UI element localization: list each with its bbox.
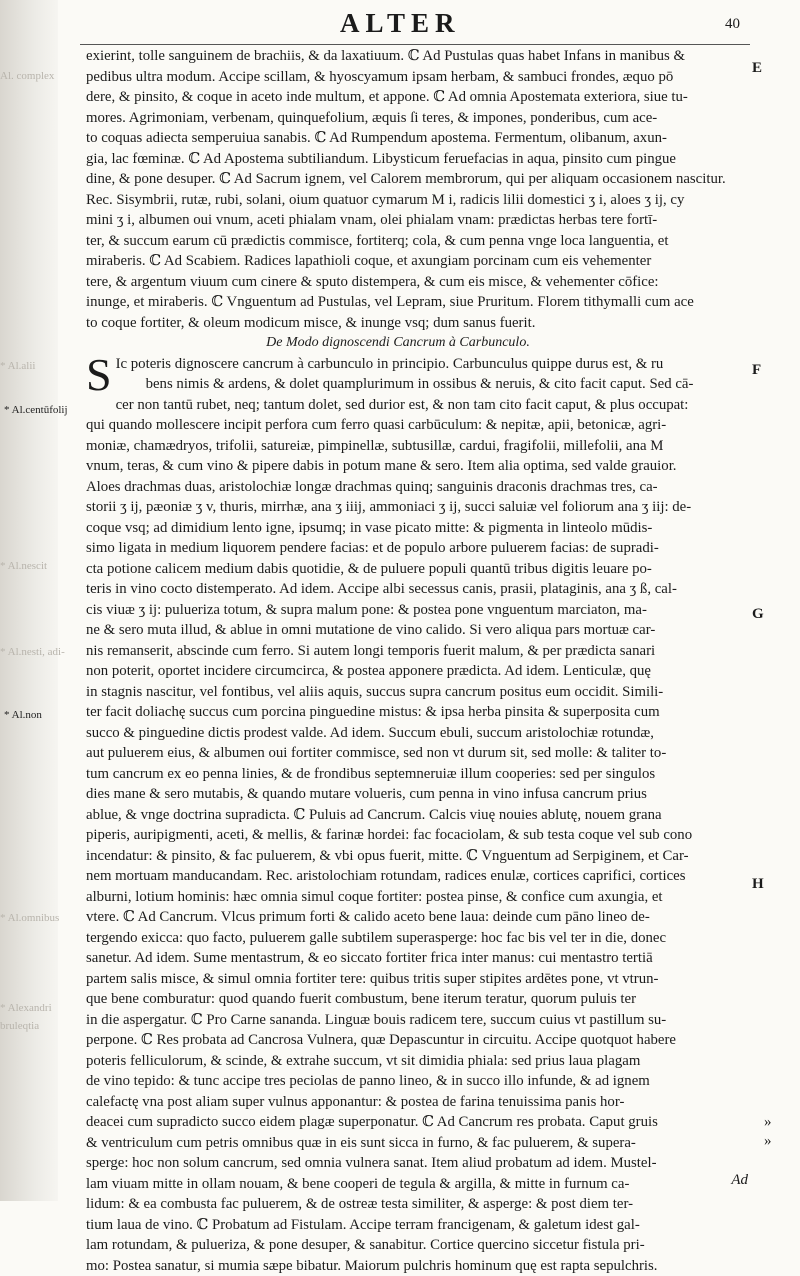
text-line: cer non tantū rubet, neq; tantum dolet, sed durior est, & non tam cito facit caput, & plus occupat: bbox=[116, 395, 750, 416]
text-line: calefactę vna post aliam super vulnus apponantur: & postea de farina tenuissima panis hor- bbox=[86, 1092, 750, 1113]
text-line: Rec. Sisymbrii, rutæ, rubi, solani, oium quatuor cymarum M i, radicis lilii domestici ʒ i, aloes ʒ ij, cy bbox=[86, 190, 750, 211]
text-line-content: Ic poteris dignoscere cancrum à carbunculo in principio. Carbunculus quippe durus est, & ru bbox=[116, 356, 664, 372]
text-line: lidum: & ea combusta fac puluerem, & de ostreæ testa similiter, & asperge: & post diem ter- bbox=[86, 1194, 750, 1215]
header-rule bbox=[80, 44, 750, 45]
text-line: aut puluerem eius, & albumen oui fortiter commisce, sed non vt durum sit, sed molle: & taliter to- bbox=[86, 743, 750, 764]
text-line: gia, lac fœminæ. ℂ Ad Apostema subtiliandum. Libysticum feruefacias in aqua, pinsito cum pingue bbox=[86, 149, 750, 170]
text-line: simo ligata in medium liquorem pendere facias: et de populo arbore puluerem facias: de supradi- bbox=[86, 538, 750, 559]
text-line: mo: Postea sanatur, si mumia sæpe bibatur. Maiorum pulchris hominum quę est rapta sepulchris. bbox=[86, 1256, 750, 1276]
section-letter-e: E bbox=[752, 60, 762, 77]
ghost-margin-note: * Alexandri bbox=[0, 1002, 52, 1014]
text-line: moniæ, chamædryos, trifolii, satureiæ, pimpinellæ, subtusillæ, cardui, fragifolii, millefolii, ana M bbox=[86, 436, 750, 457]
text-line: dere, & pinsito, & coque in aceto inde multum, et appone. ℂ Ad omnia Apostemata exteriora, siue tu- bbox=[86, 87, 750, 108]
section-letter-g: G bbox=[752, 606, 764, 623]
text-line: cta potione calicem medium dabis quotidie, & de puluere populi quantū tribus digitis leuare po- bbox=[86, 559, 750, 580]
text-line: mores. Agrimoniam, verbenam, quinquefolium, æquis ſi teres, & impones, ponderibus, cum ace- bbox=[86, 108, 750, 129]
text-line: non poterit, oportet incidere circumcirca, & postea apponere prædicta. Ad idem. Lenticulæ, quę bbox=[86, 661, 750, 682]
text-line: ter facit doliachę succus cum porcina pinguedine mistus: & ipsa herba pinsita & superposita cum bbox=[86, 702, 750, 723]
text-line: dies mane & sero mutabis, & quando mutare volueris, cum penna in vino infusa cancrum prius bbox=[86, 784, 750, 805]
text-line: poteris felliculorum, & scinde, & extrahe succum, vt sit dimidia phiala: sed prius laua plagam bbox=[86, 1051, 750, 1072]
paragraph-remedies bbox=[86, 46, 750, 333]
text-line: succo & pinguedine dictis prodest valde. Ad idem. Succum ebuli, succum aristolochiæ rotundæ, bbox=[86, 723, 750, 744]
text-line: partem salis misce, & simul omnia fortiter tere: quibus tritis super stipites ardētes pone, vt vtrun- bbox=[86, 969, 750, 990]
guillemet-mark: » bbox=[764, 1133, 772, 1150]
text-line: cis viuæ ʒ ij: pulueriza totum, & supra malum pone: & postea pone vnguentum marciaton, ma- bbox=[86, 600, 750, 621]
side-note: * Al.non bbox=[4, 709, 42, 721]
section-letter-h: H bbox=[752, 876, 764, 893]
text-line: storii ʒ ij, pæoniæ ʒ v, thuris, mirrhæ, ana ʒ iiij, ammoniaci ʒ ij, succi saluiæ vel foliorum ana ʒ iij: de- bbox=[86, 497, 750, 518]
text-line: lam viuam mitte in ollam nouam, & bene cooperi de tegula & argilla, & mitte in furnum ca- bbox=[86, 1174, 750, 1195]
text-line: teris in vino cocto distemperato. Ad idem. Accipe albi secessus canis, prasii, plataginis, ana ʒ ß, cal- bbox=[86, 579, 750, 600]
text-line: tere, & argentum viuum cum cinere & sputo distempera, & cum eis misce, & vehementer cōfice: bbox=[86, 272, 750, 293]
text-line bbox=[86, 354, 750, 375]
guillemet-mark: » bbox=[764, 1114, 772, 1131]
ghost-margin-note: * Al.alii bbox=[0, 360, 35, 372]
catchword: Ad bbox=[731, 1172, 748, 1189]
body-text bbox=[86, 46, 750, 1276]
ghost-margin-note: * Al.nescit bbox=[0, 560, 47, 572]
text-line: vnum, teras, & cum vino & pipere dabis in potum mane & sero. Item alia optima, sed valde grauior. bbox=[86, 456, 750, 477]
paragraph-cancer bbox=[86, 354, 750, 1276]
text-line: in die aspergatur. ℂ Pro Carne sananda. Linguæ bouis radicem tere, succum cuius vt pastillum su- bbox=[86, 1010, 750, 1031]
text-line: ablue, & vnge doctrina supradicta. ℂ Puluis ad Cancrum. Calcis viuę nouies ablutę, nouem grana bbox=[86, 805, 750, 826]
text-line: qui quando mollescere incipit perfora cum ferro quasi carbūculum: & nepitæ, apii, betonicæ, agri- bbox=[86, 415, 750, 436]
text-line: que bene comburatur: quod quando fuerit combustum, bene iterum teratur, quorum puluis ter bbox=[86, 989, 750, 1010]
section-letter-f: F bbox=[752, 362, 761, 379]
text-line: miraberis. ℂ Ad Scabiem. Radices lapathioli coque, et axungiam porcinam cum eis vehementer bbox=[86, 251, 750, 272]
text-line: alburni, lotium hominis: hæc omnia simul coque fortiter: postea pinse, & confice cum axungia, et bbox=[86, 887, 750, 908]
text-line: deacei cum supradicto succo eidem plagæ superponatur. ℂ Ad Cancrum res probata. Caput gruis bbox=[86, 1112, 750, 1133]
text-line: nis remanserit, abscinde cum ferro. Si autem longi temporis fuerit malum, & per prædicta sanari bbox=[86, 641, 750, 662]
text-line: ne & sero muta illud, & ablue in omni mutatione de vino calido. Si vero aliqua pars mortuæ car- bbox=[86, 620, 750, 641]
page-number: 40 bbox=[725, 16, 740, 33]
text-line: to coque fortiter, & oleum modicum misce, & inunge vsq; dum sanus fuerit. bbox=[86, 313, 750, 334]
text-line: inunge, et miraberis. ℂ Vnguentum ad Pustulas, vel Lepram, siue Pruritum. Florem tithymalli cum ace bbox=[86, 292, 750, 313]
drop-cap: S bbox=[86, 354, 112, 396]
text-line: de vino tepido: & tunc accipe tres peciolas de panno lineo, & in succo illo infunde, & ad ignem bbox=[86, 1071, 750, 1092]
text-line: & ventriculum cum petris omnibus quæ in eis sunt sicca in furno, & fac puluerem, & supera- bbox=[86, 1133, 750, 1154]
running-head: ALTER bbox=[340, 8, 461, 39]
ghost-margin-note: Al. complex bbox=[0, 70, 54, 82]
text-line: vtere. ℂ Ad Cancrum. Vlcus primum forti & calido aceto bene laua: deinde cum pāno lineo de- bbox=[86, 907, 750, 928]
text-line: to coquas adiecta semperuiua sanabis. ℂ Ad Rumpendum apostema. Fermentum, olibanum, axun- bbox=[86, 128, 750, 149]
text-line: tum cancrum ex eo penna linies, & de frondibus septemneruiæ illum cooperies: sed per singulos bbox=[86, 764, 750, 785]
text-line: exierint, tolle sanguinem de brachiis, & da laxatiuum. ℂ Ad Pustulas quas habet Infans in manibus & bbox=[86, 46, 750, 67]
ghost-margin-note: bruleqtia bbox=[0, 1020, 39, 1032]
text-line: mini ʒ i, albumen oui vnum, aceti phialam vnam, olei phialam vnam: prædictas herbas tere fortī- bbox=[86, 210, 750, 231]
text-line: sanetur. Ad idem. Sume mentastrum, & eo siccato fortiter frica inter manus: cui mentastro tertiā bbox=[86, 948, 750, 969]
subheading: De Modo dignoscendi Cancrum à Carbunculo. bbox=[86, 333, 750, 354]
text-line: sperge: hoc non solum cancrum, sed omnia vulnera sanat. Item aliud probatum ad idem. Mustel- bbox=[86, 1153, 750, 1174]
text-line: coque vsq; ad dimidium lento igne, ipsumq; in vase picato mitte: & pigmenta in linteolo mūdis- bbox=[86, 518, 750, 539]
text-line: piperis, auripigmenti, aceti, & mellis, & farinæ hordei: fac focaciolam, & sub testa coque vel sub cono bbox=[86, 825, 750, 846]
text-line: bens nimis & ardens, & dolet quamplurimum in ossibus & neruis, & cito facit caput. Sed cā- bbox=[116, 374, 750, 395]
side-note: * Al.centūfolij bbox=[4, 404, 68, 416]
text-line: pedibus ultra modum. Accipe scillam, & hyoscyamum ipsam herbam, & sambuci frondes, æquo pō bbox=[86, 67, 750, 88]
text-line: dine, & pone desuper. ℂ Ad Sacrum ignem, vel Calorem membrorum, qui per aliquam occasionem nascitur. bbox=[86, 169, 750, 190]
ghost-margin-note: * Al.omnibus bbox=[0, 912, 59, 924]
text-line: tergendo exicca: quo facto, puluerem galle subtilem superasperge: hoc fac bis vel ter in die, donec bbox=[86, 928, 750, 949]
text-line: perpone. ℂ Res probata ad Cancrosa Vulnera, quæ Depascuntur in circuitu. Accipe quotquot habere bbox=[86, 1030, 750, 1051]
ghost-margin-note: * Al.nesti, adi- bbox=[0, 646, 65, 658]
text-line: ter, & succum earum cū prædictis commisce, fortiterq; cola, & cum penna vnge loca languentia, et bbox=[86, 231, 750, 252]
text-line: lam rotundam, & pulueriza, & pone desuper, & sanabitur. Cortice quercino siccetur fistula pri- bbox=[86, 1235, 750, 1256]
text-line: Aloes drachmas duas, aristolochiæ longæ drachmas quinq; sanguinis draconis drachmas tres, ca- bbox=[86, 477, 750, 498]
text-line: incendatur: & pinsito, & fac puluerem, & vbi opus fuerit, mitte. ℂ Vnguentum ad Serpiginem, et Car- bbox=[86, 846, 750, 867]
text-line: tium laua de vino. ℂ Probatum ad Fistulam. Accipe terram francigenam, & galetum idest gal- bbox=[86, 1215, 750, 1236]
text-line: in stagnis nascitur, vel fontibus, vel aliis aquis, succus supra cancrum positus eum occidit. Simili- bbox=[86, 682, 750, 703]
page-header bbox=[80, 8, 740, 44]
text-line: nem mortuam manducandam. Rec. aristolochiam rotundam, radices enulæ, cortices caprifici, cortices bbox=[86, 866, 750, 887]
